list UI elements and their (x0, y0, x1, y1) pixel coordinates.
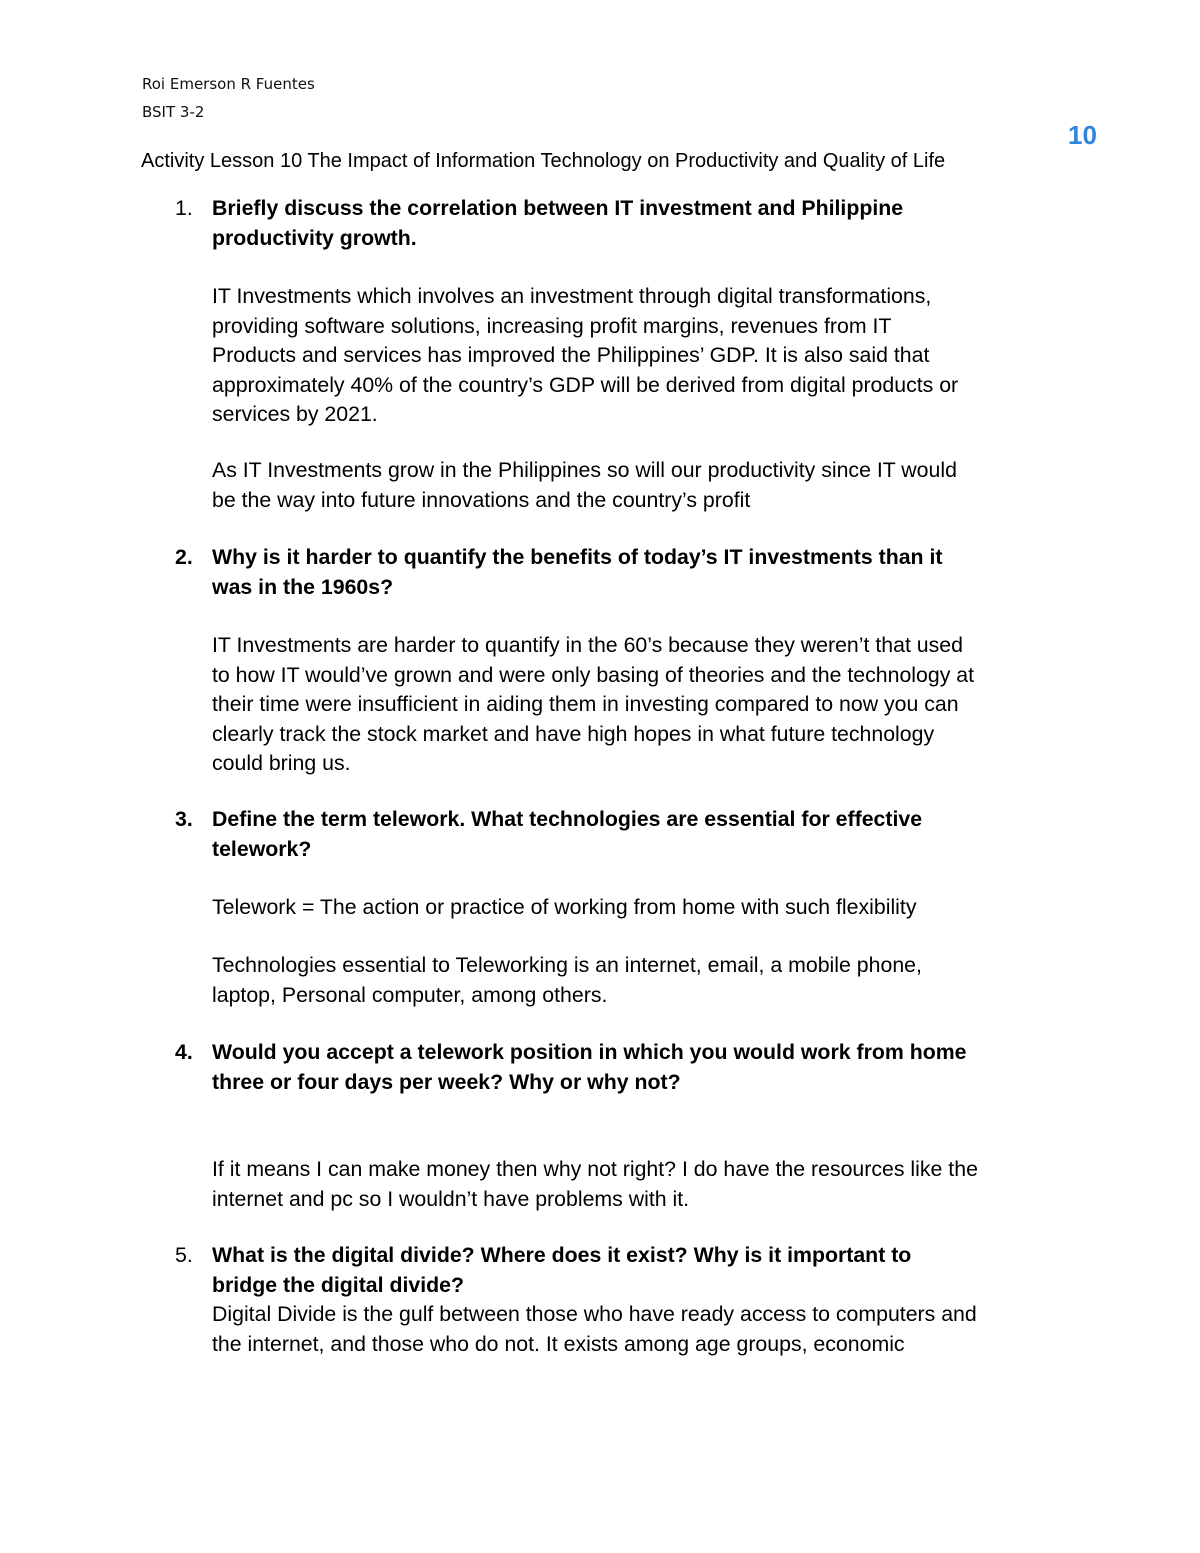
question-text (212, 1241, 1072, 1300)
answer-paragraph (212, 631, 1072, 779)
page-title: Activity Lesson 10 The Impact of Information Technology on Productivity and Quality of Life (141, 150, 946, 172)
answer-line: be the way into future innovations and the country’s profit (212, 487, 751, 512)
answer-paragraph (212, 1155, 1072, 1214)
answer-line: providing software solutions, increasing profit margins, revenues from IT (212, 313, 892, 338)
answer-paragraph (212, 893, 1072, 923)
question-text (212, 194, 1072, 253)
question-line: was in the 1960s? (212, 574, 394, 599)
answer-line: IT Investments are harder to quantify in the 60’s because they weren’t that used (212, 633, 963, 657)
answer-paragraph (212, 282, 1072, 430)
answer-paragraph (212, 951, 1072, 1010)
answer-line: the internet, and those who do not. It exists among age groups, economic (212, 1331, 905, 1356)
question-line: Briefly discuss the correlation between IT investment and Philippine (212, 196, 904, 220)
question-number: 3. (175, 807, 193, 831)
question-line: What is the digital divide? Where does it exist? Why is it important to (212, 1243, 912, 1267)
question-line: productivity growth. (212, 225, 417, 250)
question-number: 1. (175, 196, 193, 220)
answer-paragraph (212, 1300, 1072, 1359)
answer-line: Telework = The action or practice of working from home with such flexibility (212, 895, 917, 919)
answer-line: IT Investments which involves an investment through digital transformations, (212, 284, 932, 308)
answer-line: As IT Investments grow in the Philippines so will our productivity since IT would (212, 458, 957, 482)
answer-line: services by 2021. (212, 402, 378, 426)
question-number: 5. (175, 1243, 193, 1267)
answer-line: their time were insufficient in aiding them in investing compared to now you can (212, 692, 959, 716)
question-line: Why is it harder to quantify the benefits of today’s IT investments than it (212, 545, 943, 569)
answer-paragraph (212, 456, 1072, 515)
answer-line: clearly track the stock market and have high hopes in what future technology (212, 721, 935, 746)
question-text (212, 805, 1072, 864)
question-line: Define the term telework. What technologies are essential for effective (212, 807, 923, 831)
answer-line: If it means I can make money then why not right? I do have the resources like the (212, 1157, 978, 1181)
answer-line: to how IT would’ve grown and were only basing of theories and the technology at (212, 662, 975, 687)
question-line: bridge the digital divide? (212, 1272, 465, 1297)
answer-line: Technologies essential to Teleworking is an internet, email, a mobile phone, (212, 953, 922, 977)
class-section: BSIT 3-2 (142, 103, 205, 121)
question-line: Would you accept a telework position in which you would work from home (212, 1040, 967, 1064)
answer-line: approximately 40% of the country’s GDP will be derived from digital products or (212, 372, 959, 397)
question-line: three or four days per week? Why or why not? (212, 1069, 681, 1094)
answer-line: laptop, Personal computer, among others. (212, 982, 608, 1007)
answer-line: could bring us. (212, 751, 351, 775)
answer-line: internet and pc so I wouldn’t have problems with it. (212, 1186, 690, 1211)
author-name: Roi Emerson R Fuentes (142, 75, 315, 93)
question-text (212, 1038, 1072, 1097)
question-text (212, 543, 1072, 602)
question-number: 4. (175, 1040, 193, 1064)
score-mark: 10 (1068, 120, 1097, 150)
answer-line: Products and services has improved the Philippines’ GDP. It is also said that (212, 343, 930, 367)
question-line: telework? (212, 836, 312, 861)
question-number: 2. (175, 545, 193, 569)
answer-line: Digital Divide is the gulf between those who have ready access to computers and (212, 1302, 977, 1326)
